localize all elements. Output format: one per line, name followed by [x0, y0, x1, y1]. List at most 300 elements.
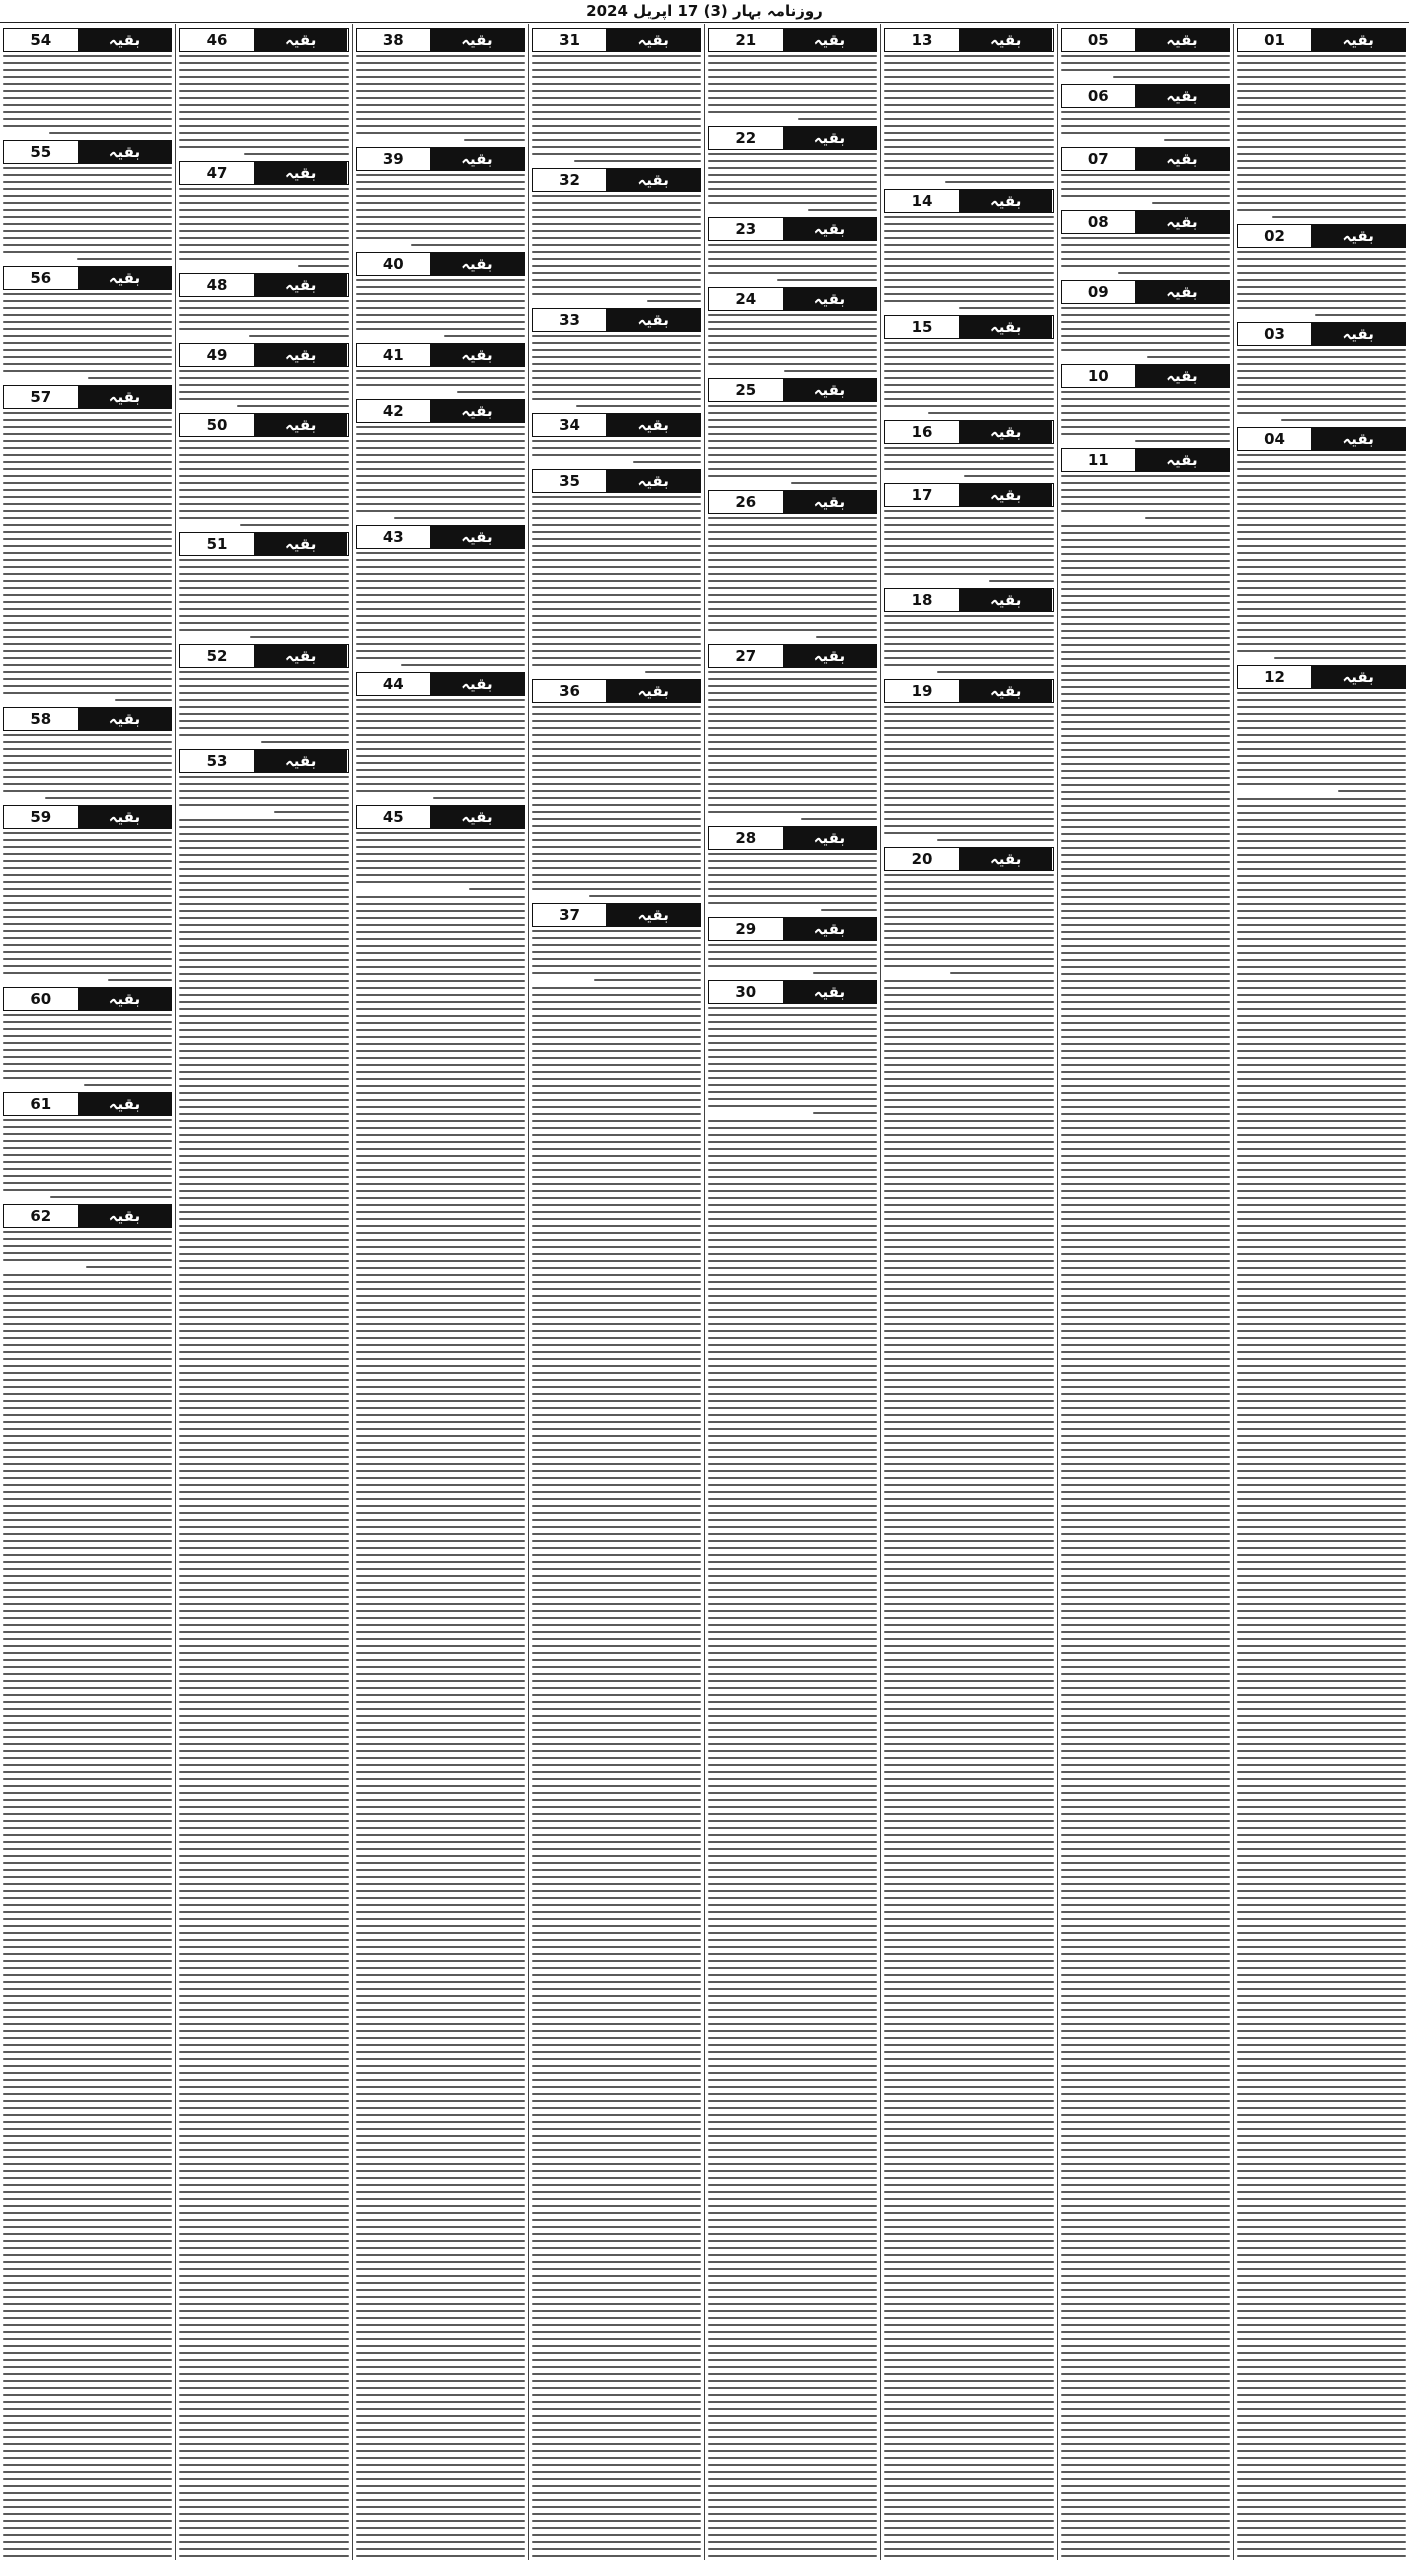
text-line [884, 2408, 1053, 2410]
text-line [179, 671, 348, 673]
text-line [179, 2555, 348, 2557]
text-line [1061, 2044, 1230, 2046]
text-line [1061, 1680, 1230, 1682]
text-line [1061, 1316, 1230, 1318]
continuation-label: بقیہ [1135, 449, 1229, 471]
text-line [708, 1729, 877, 1731]
text-line [532, 1631, 701, 1633]
text-line [708, 1897, 877, 1899]
text-line [708, 1421, 877, 1423]
text-line [884, 1470, 1053, 1472]
story-header [1061, 448, 1230, 472]
text-line [356, 952, 525, 954]
text-line [1237, 952, 1406, 954]
continuation-story [532, 679, 701, 897]
text-line [3, 1028, 172, 1030]
text-line [532, 1610, 701, 1612]
text-line [179, 1337, 348, 1339]
text-line [532, 2296, 701, 2298]
text-line [708, 2093, 877, 2095]
text-line [708, 1091, 877, 1093]
text-line [1061, 482, 1230, 484]
text-line [532, 2317, 701, 2319]
text-line [532, 1918, 701, 1920]
column-filler-text [1237, 798, 1406, 2560]
text-line [1061, 237, 1230, 239]
text-line [179, 370, 348, 372]
text-line [3, 335, 172, 337]
text-line [884, 825, 1053, 827]
text-line [3, 1974, 172, 1976]
text-line [3, 1869, 172, 1871]
text-line [3, 2401, 172, 2403]
text-line [708, 1638, 877, 1640]
text-line [1237, 538, 1406, 540]
text-line [356, 2065, 525, 2067]
text-line [532, 1848, 701, 1850]
text-line [3, 972, 172, 974]
text-line [356, 188, 525, 190]
text-line [1237, 1183, 1406, 1185]
text-line [708, 566, 877, 568]
text-line [708, 202, 877, 204]
continuation-story [179, 413, 348, 526]
text-line [179, 790, 348, 792]
text-line [1237, 1477, 1406, 1479]
text-line [1237, 1939, 1406, 1941]
text-line [356, 938, 525, 940]
text-line [884, 1736, 1053, 1738]
text-line [356, 1358, 525, 1360]
text-line [356, 1547, 525, 1549]
text-line [884, 1295, 1053, 1297]
text-line [884, 1540, 1053, 1542]
story-number: 13 [885, 29, 959, 51]
text-line [708, 1694, 877, 1696]
text-line [1237, 2422, 1406, 2424]
text-line [356, 699, 525, 701]
text-line [1061, 994, 1230, 996]
text-line [532, 580, 701, 582]
text-line [356, 874, 525, 876]
text-line [1061, 1463, 1230, 1465]
text-line [884, 1526, 1053, 1528]
text-line [1237, 1925, 1406, 1927]
text-line [1061, 1078, 1230, 1080]
story-body [1237, 692, 1406, 792]
text-line [1237, 2135, 1406, 2137]
text-line [1061, 812, 1230, 814]
text-line [884, 881, 1053, 883]
text-line [708, 321, 877, 323]
text-line [884, 2107, 1053, 2109]
text-line [179, 83, 348, 85]
text-line [708, 1056, 877, 1058]
text-line [1237, 1701, 1406, 1703]
text-line [708, 2464, 877, 2466]
text-line [532, 1386, 701, 1388]
text-line [884, 1890, 1053, 1892]
text-line [3, 846, 172, 848]
text-line [708, 1988, 877, 1990]
text-line [3, 237, 172, 239]
story-header [532, 469, 701, 493]
text-line [884, 1148, 1053, 1150]
text-line [884, 1001, 1053, 1003]
text-line [1237, 2359, 1406, 2361]
text-line [708, 1673, 877, 1675]
text-line [179, 1820, 348, 1822]
text-line [532, 1967, 701, 1969]
continuation-label: بقیہ [1311, 225, 1405, 247]
text-line [1237, 2387, 1406, 2389]
text-line [1061, 2226, 1230, 2228]
text-line [884, 664, 1053, 666]
text-line [356, 1834, 525, 1836]
text-line [532, 1148, 701, 1150]
text-line [1237, 1876, 1406, 1878]
text-line [532, 1463, 701, 1465]
text-line [1061, 1603, 1230, 1605]
text-line [356, 377, 525, 379]
text-line [884, 2387, 1053, 2389]
text-line [708, 2030, 877, 2032]
text-line [179, 69, 348, 71]
text-line [3, 2485, 172, 2487]
text-line [884, 2492, 1053, 2494]
text-line [1237, 1225, 1406, 1227]
text-line [532, 1981, 701, 1983]
text-line [3, 349, 172, 351]
text-line [179, 1547, 348, 1549]
story-body [3, 1231, 172, 1268]
text-line [884, 1883, 1053, 1885]
text-line [179, 1099, 348, 1101]
text-line [356, 846, 525, 848]
text-line [532, 1120, 701, 1122]
text-line [356, 2457, 525, 2459]
text-line [3, 489, 172, 491]
text-line [356, 328, 525, 330]
text-line [3, 1645, 172, 1647]
text-line [532, 1057, 701, 1059]
text-line [179, 2401, 348, 2403]
text-line [1237, 2086, 1406, 2088]
text-line [532, 860, 701, 862]
text-line [708, 1084, 877, 1086]
text-line [356, 1876, 525, 1878]
text-line [356, 1232, 525, 1234]
story-body [356, 832, 525, 890]
text-line [1237, 1575, 1406, 1577]
text-line [708, 1701, 877, 1703]
text-line [1061, 2065, 1230, 2067]
text-line [532, 2058, 701, 2060]
text-line [1061, 2485, 1230, 2487]
text-line [1237, 1582, 1406, 1584]
text-line [1237, 524, 1406, 526]
text-line [179, 118, 348, 120]
text-line [1237, 412, 1406, 414]
text-line [1061, 756, 1230, 758]
text-line [1061, 1743, 1230, 1745]
text-line [884, 398, 1053, 400]
text-line [179, 2093, 348, 2095]
text-line [1061, 1610, 1230, 1612]
story-body [884, 874, 1053, 974]
text-line [708, 2303, 877, 2305]
text-line [532, 209, 701, 211]
text-line [179, 2359, 348, 2361]
text-line [708, 2268, 877, 2270]
text-line [532, 1869, 701, 1871]
text-line [356, 2555, 525, 2557]
text-line [532, 1267, 701, 1269]
text-line [356, 1470, 525, 1472]
text-line [884, 216, 1053, 218]
text-line [708, 1049, 877, 1051]
text-line [708, 2128, 877, 2130]
text-line [708, 1617, 877, 1619]
text-line [356, 1582, 525, 1584]
text-line [1061, 1540, 1230, 1542]
text-line [179, 2310, 348, 2312]
text-line [356, 573, 525, 575]
text-line [1061, 195, 1230, 197]
text-line [179, 601, 348, 603]
text-line [708, 1007, 877, 1009]
text-line [708, 1582, 877, 1584]
text-line [179, 1988, 348, 1990]
text-line [1237, 2380, 1406, 2382]
continuation-story [356, 399, 525, 519]
text-line [884, 2471, 1053, 2473]
text-line [1237, 1792, 1406, 1794]
continuation-label: بقیہ [1135, 365, 1229, 387]
text-line [356, 1715, 525, 1717]
text-line [532, 1281, 701, 1283]
text-line [1061, 1995, 1230, 1997]
text-line [1061, 188, 1230, 190]
text-line [532, 2352, 701, 2354]
text-line [179, 1680, 348, 1682]
text-line [884, 2268, 1053, 2270]
text-line [356, 1848, 525, 1850]
text-line [179, 1316, 348, 1318]
text-line [3, 363, 172, 365]
text-line [1237, 1596, 1406, 1598]
text-line [179, 868, 348, 870]
text-line [356, 1295, 525, 1297]
text-line [1237, 1533, 1406, 1535]
text-line [532, 2121, 701, 2123]
text-line [708, 2324, 877, 2326]
text-line [532, 76, 701, 78]
text-line [3, 2177, 172, 2179]
text-line [3, 1848, 172, 1850]
text-line [1061, 924, 1230, 926]
text-line [179, 1666, 348, 1668]
text-line [1237, 391, 1406, 393]
story-header [356, 399, 525, 423]
text-line [884, 937, 1053, 939]
text-line [3, 251, 172, 253]
text-line [356, 1246, 525, 1248]
text-line [708, 2198, 877, 2200]
continuation-label: بقیہ [783, 218, 877, 240]
text-line [356, 1946, 525, 1948]
story-number: 44 [357, 673, 431, 695]
text-line [1061, 2002, 1230, 2004]
text-line [179, 2121, 348, 2123]
text-line [179, 2142, 348, 2144]
text-line [356, 2464, 525, 2466]
text-line [708, 1105, 877, 1107]
text-line [708, 314, 877, 316]
text-line [179, 1883, 348, 1885]
text-line [356, 237, 525, 239]
text-line [1061, 889, 1230, 891]
text-line [3, 1400, 172, 1402]
continuation-label: بقیہ [783, 491, 877, 513]
text-line [532, 356, 701, 358]
text-line [3, 1540, 172, 1542]
text-line [1061, 1470, 1230, 1472]
text-line [532, 755, 701, 757]
text-line [356, 202, 525, 204]
text-line [1237, 559, 1406, 561]
text-line [1237, 1029, 1406, 1031]
text-line [708, 713, 877, 715]
text-line [532, 2499, 701, 2501]
text-line [1237, 1372, 1406, 1374]
text-line [532, 2324, 701, 2326]
text-line [179, 2324, 348, 2326]
text-line [179, 994, 348, 996]
text-line [708, 1253, 877, 1255]
text-line [1061, 2107, 1230, 2109]
text-line [1061, 2373, 1230, 2375]
story-header [1061, 147, 1230, 171]
text-line [356, 1022, 525, 1024]
text-line [532, 2268, 701, 2270]
text-line [532, 1659, 701, 1661]
text-line [3, 629, 172, 631]
continuation-label: بقیہ [254, 344, 348, 366]
text-line [1061, 1785, 1230, 1787]
text-line [356, 1981, 525, 1983]
text-line [1061, 1407, 1230, 1409]
text-line [532, 153, 701, 155]
text-line [708, 545, 877, 547]
text-line [179, 2079, 348, 2081]
text-line [708, 2149, 877, 2151]
text-line [1237, 2051, 1406, 2053]
news-column [175, 24, 351, 2560]
text-line [356, 1183, 525, 1185]
text-line [1237, 454, 1406, 456]
text-line [532, 1344, 701, 1346]
text-line [884, 1071, 1053, 1073]
text-line [1237, 622, 1406, 624]
text-line [356, 973, 525, 975]
text-line [356, 903, 525, 905]
text-line [1237, 2506, 1406, 2508]
text-line [3, 860, 172, 862]
text-line [708, 860, 877, 862]
text-line [1237, 1785, 1406, 1787]
text-line [532, 1575, 701, 1577]
text-line [1061, 1428, 1230, 1430]
text-line [3, 664, 172, 666]
text-line [1061, 896, 1230, 898]
text-line [179, 1463, 348, 1465]
text-line [884, 531, 1053, 533]
story-header [708, 287, 877, 311]
text-line [884, 2261, 1053, 2263]
text-line [884, 2135, 1053, 2137]
text-line [356, 2107, 525, 2109]
text-line [708, 83, 877, 85]
story-body [1061, 174, 1230, 204]
text-line [884, 2114, 1053, 2116]
text-line [884, 2030, 1053, 2032]
text-line [532, 223, 701, 225]
text-line [884, 1652, 1053, 1654]
text-line [708, 1358, 877, 1360]
text-line [708, 454, 877, 456]
text-line [532, 2261, 701, 2263]
text-line [3, 1673, 172, 1675]
text-line [532, 1141, 701, 1143]
text-line [1237, 1687, 1406, 1689]
text-line [1237, 1470, 1406, 1472]
text-line [179, 966, 348, 968]
text-line [884, 2142, 1053, 2144]
text-line [1061, 2303, 1230, 2305]
text-line [179, 2436, 348, 2438]
text-line [1061, 2331, 1230, 2333]
text-line [1147, 356, 1230, 358]
text-line [356, 1855, 525, 1857]
text-line [179, 1372, 348, 1374]
text-line [3, 2429, 172, 2431]
text-line [1061, 1204, 1230, 1206]
text-line [884, 965, 1053, 967]
text-line [356, 2415, 525, 2417]
text-line [1237, 2394, 1406, 2396]
continuation-label: بقیہ [1135, 211, 1229, 233]
text-line [356, 62, 525, 64]
text-line [708, 1862, 877, 1864]
text-line [1237, 798, 1406, 800]
text-line [1061, 1211, 1230, 1213]
text-line [532, 1358, 701, 1360]
text-line [3, 2170, 172, 2172]
text-line [179, 188, 348, 190]
text-line [1237, 300, 1406, 302]
continuation-story [532, 903, 701, 981]
text-line [356, 1736, 525, 1738]
text-line [3, 1680, 172, 1682]
text-line [884, 1827, 1053, 1829]
text-line [532, 1302, 701, 1304]
text-line [708, 629, 877, 631]
text-line [1237, 1771, 1406, 1773]
text-line [708, 468, 877, 470]
text-line [356, 1526, 525, 1528]
text-line [1237, 1694, 1406, 1696]
